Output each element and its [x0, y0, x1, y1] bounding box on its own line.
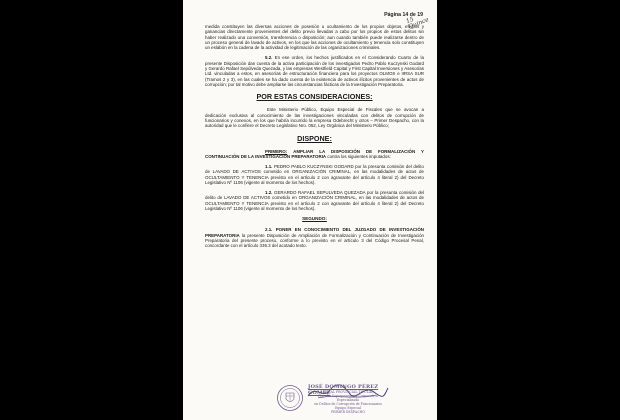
stamp-details	[308, 391, 388, 414]
stamp-line-office: Fiscalía Supraprovincial Corporativa Especializada	[318, 393, 378, 402]
document-body	[205, 24, 424, 253]
stamp-line-title: FISCAL PROVINCIAL TITULAR	[322, 390, 374, 394]
item-1-1-text: PEDRO PABLO KUCZYNSKI GODARD por la presunta comisión del delito de LAVADO DE ACTIVOS cometido en ORGANIZACIÓN CRIMINAL, en las modalidades de actos de OCULTAMIENTO Y TENENCIA previsto en el artículo 2 con agravante del artículo 4 literal 2) del Decreto Legislativo Nº 1106 (vigente al momento de los hechos).	[205, 164, 424, 186]
section-heading-considerations: POR ESTAS CONSIDERACIONES:	[256, 92, 373, 102]
item-1-1-number: 1.1.	[265, 164, 273, 170]
primero-label: PRIMERO:	[265, 148, 288, 154]
section-heading-segundo: SEGUNDO:	[302, 215, 327, 221]
paragraph-primero	[205, 149, 424, 160]
item-2-1	[205, 227, 424, 248]
page-number: Página 14 de 19	[384, 12, 423, 18]
document-page	[183, 0, 437, 420]
coat-of-arms-seal-icon	[276, 384, 304, 412]
item-1-2-number: 1.2.	[265, 190, 273, 195]
item-1-2-text: GERARDO RAFAEL SEPULVEDA QUEZADA por la presunta comisión del delito de LAVADO DE ACTIVOS cometido en ORGANIZACIÓN CRIMINAL, en las modalidades de actos de OCULTAMIENTO Y TENENCIA previsto en el artículo 2 con agravante del artículo 4 literal 2) del Decreto Legislativo Nº 1106 (vigente al momento de los hechos).	[205, 190, 424, 212]
section-heading-dispone: DISPONE:	[297, 133, 332, 143]
item-1-2	[205, 190, 424, 211]
stamp-line-office-number: PRIMER DESPACHO	[331, 409, 365, 414]
stamp-line-specialty: en Delitos de Corrupción de Funcionarios	[314, 401, 382, 406]
paragraph-5-2	[205, 55, 424, 87]
primero-tail: contra los siguientes imputados:	[327, 154, 391, 160]
paragraph-ministerio-publico: Este Ministerio Público, Equipo Especial de Fiscales que se avocan a dedicación exclusiva al conocimiento de las investigaciones vinculadas con delitos de corrupción de funcionarios y conexos, en los que habría incurrido la empresa Odebrecht y otros – Primer Despacho, con la autoridad que le confiere el Decreto Legislativo Nro. 052, Ley Orgánica del Ministerio Público;	[205, 107, 424, 129]
primero-title: AMPLIAR LA DISPOSICIÓN DE FORMALIZACIÓN Y CONTINUACIÓN DE LA INVESTIGACIÓN PREPARATORIA	[205, 148, 424, 160]
item-2-1-title: PONER EN CONOCIMIENTO DEL JUZGADO DE INVESTIGACIÓN PREPARATORIA	[205, 227, 424, 238]
item-2-1-text: la presente Disposición de Ampliación de Formalización y Continuación de Investigación Preparatoria del presente proceso, conforme a lo previsto en el artículo 3 del Código Procesal Penal, concordante con el artículo 336.3 del acotado texto.	[205, 232, 425, 249]
item-1-1	[205, 164, 424, 185]
paragraph-5-2-text: En ese orden, los hechos justificados en el Considerando Cuarto de la presente Disposición dan cuenta de la activa participación de los investigados Pedro Pablo Kuczynski Godard y Gerardo Rafael Sepúlveda Quezada, y las empresas Westfield Capital y First Capital Inversiones y Asesorías Ltd. vinculadas a estos, en asesorías de estructuración financiera para los proyectos OLMOS e IIRSA SUR (Tramos 2 y 3), en las cuales se ha dado cuenta de la existencia de activos ilícitos provenientes de actos de corrupción; por tal motivo debe ampliarse las circunstancias fácticas de la Investigación Preparatoria.	[205, 55, 425, 88]
paragraph-5-2-number: 5.2.	[265, 55, 273, 61]
paragraph-ocultamiento: medida constituyen las diversas acciones de posesión u ocultamiento de los propios objetos, efectos y ganancias directamente provenientes del delito previo llevadas a cabo por los propios de estos delitos sin haber realizado una conversión, transferencia o disposición; aun cuando también puede realizarse dentro de un proceso general de lavado de activos, en los que las acciones de ocultamiento y tenencia solo constituyen un eslabón en la cadena de la actividad de legitimación de las organizaciones criminales.	[205, 24, 424, 51]
prosecutor-stamp	[276, 382, 388, 418]
stamp-prosecutor-name: JOSÉ DOMINGO PÉREZ GÓMEZ	[308, 384, 379, 396]
stamp-line-team: Equipo Especial	[334, 405, 362, 410]
handwritten-folio-note: 15 Quince	[405, 15, 430, 31]
item-2-1-number: 2.1.	[265, 227, 273, 233]
